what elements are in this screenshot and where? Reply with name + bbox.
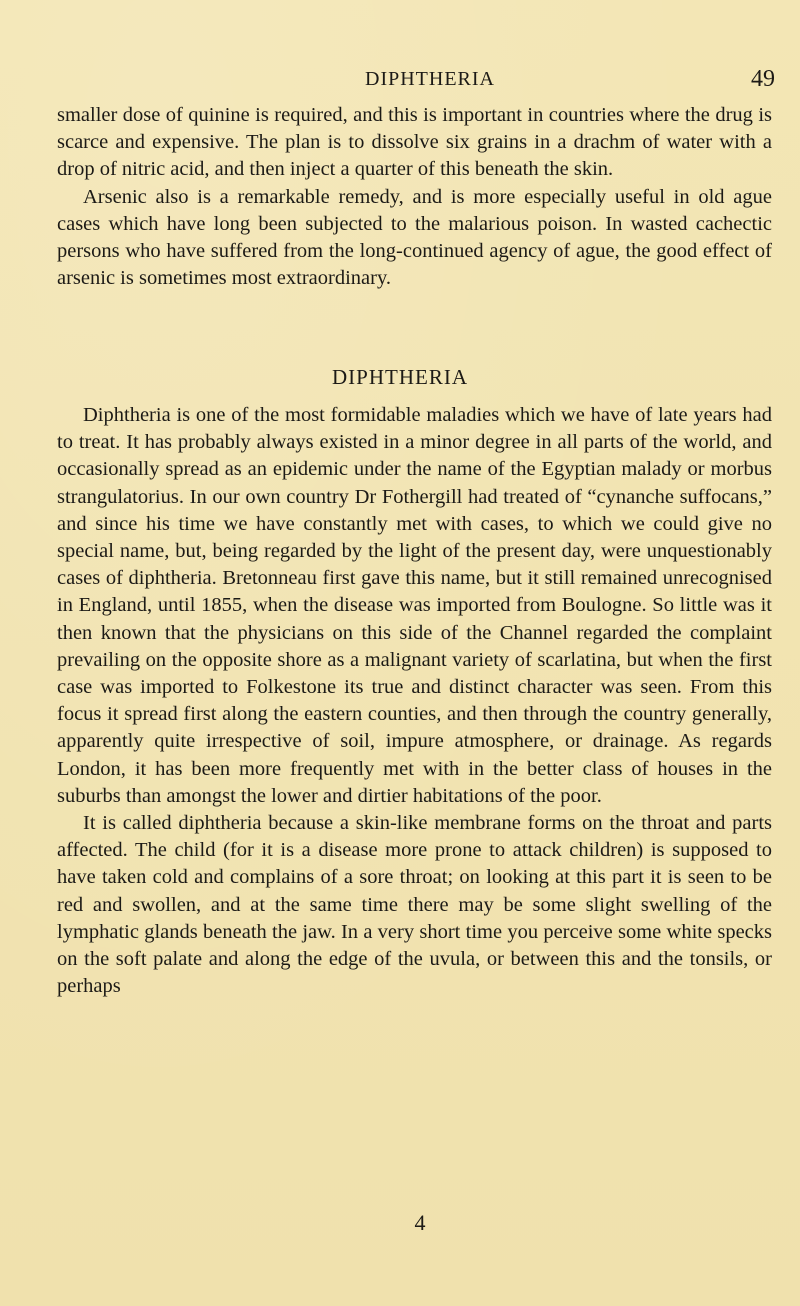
paragraph: Arsenic also is a remarkable remedy, and is more especially useful in old ague cases which have long been subjected to the malarious poison. In wasted cachectic persons who have suffered from the long-continued agency of ague, the good effect of arsenic is sometimes most extraordinary.: [57, 185, 772, 290]
top-text-block: [57, 102, 772, 292]
page-number: 49: [751, 66, 775, 92]
paragraph: Diphtheria is one of the most formidable maladies which we have of late years had to treat. It has probably always existed in a minor degree in all parts of the world, and occasionally spread as an epidemic under the name of the Egyptian malady or morbus strangulatorius. In our own country Dr Fothergill had treated of “cynanche suffocans,” and since his time we have constantly met with cases, to which we could give no special name, but, being regarded by the light of the present day, were unquestionably cases of diphtheria. Bretonneau first gave this name, but it still remained unrecognised in England, until 1855, when the disease was imported from Boulogne. So little was it then known that the physicians on this side of the Channel regarded the complaint prevailing on the opposite shore as a malignant variety of scarlatina, but when the first case was imported to Folkestone its true and distinct character was seen. From this focus it spread first along the eastern counties, and then through the country generally, apparently quite irrespective of soil, impure atmosphere, or drainage. As regards London, it has been more frequently met with in the better class of houses in the suburbs than amongst the lower and dirtier habitations of the poor.: [57, 404, 772, 807]
paragraph: It is called diphtheria because a skin-like membrane forms on the throat and parts affected. The child (for it is a disease more prone to attack children) is supposed to have taken cold and complains of a sore throat; on looking at this part it is seen to be red and swollen, and at the same time there may be some slight swelling of the lymphatic glands beneath the jaw. In a very short time you perceive some white specks on the soft palate and along the edge of the uvula, or between this and the tonsils, or perhaps: [57, 812, 772, 998]
running-title: DIPHTHERIA: [365, 68, 495, 90]
running-head: [0, 64, 800, 94]
paragraph: smaller dose of quinine is required, and this is important in countries where the drug is scarce and expensive. The plan is to dissolve six grains in a drachm of water with a drop of nitric acid, and then inject a quarter of this beneath the skin.: [57, 104, 772, 181]
section-heading: DIPHTHERIA: [332, 365, 468, 389]
signature-mark: 4: [414, 1210, 426, 1235]
main-text-block: [57, 402, 772, 1000]
